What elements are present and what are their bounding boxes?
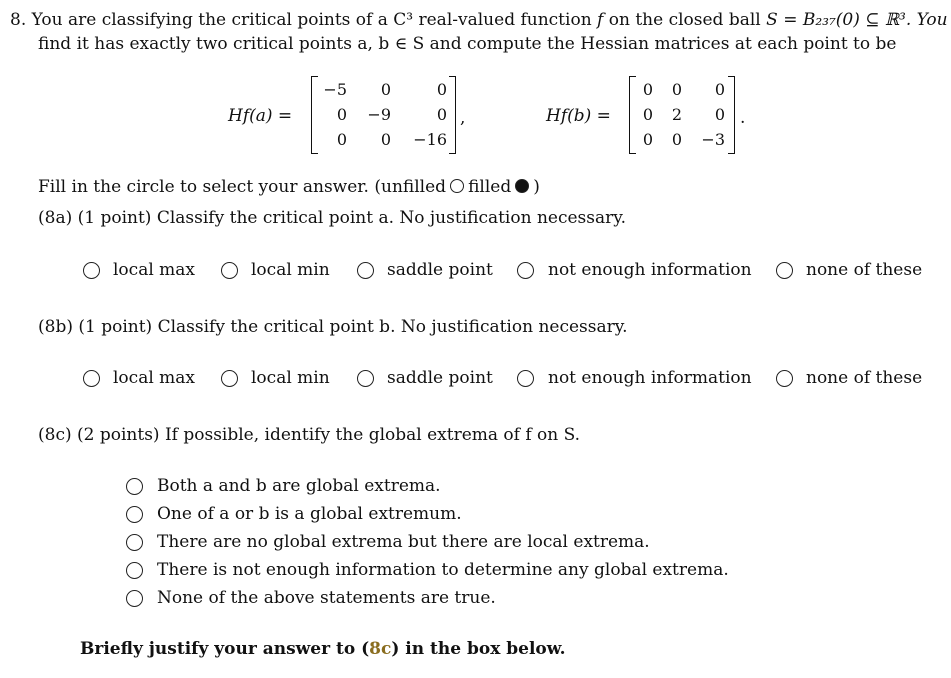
q8a-radio-local-max[interactable] (83, 262, 100, 279)
matrix-cell: 0 (671, 130, 682, 149)
matrix-cell: 2 (671, 105, 682, 124)
matrix-cell: 0 (642, 105, 653, 124)
q8b-label-local-max: local max (113, 368, 196, 388)
hessian-b-matrix (629, 76, 735, 154)
q8b-radio-saddle-point[interactable] (357, 370, 374, 387)
q8c-radio-option-5[interactable] (126, 590, 143, 607)
hessian-a-matrix (311, 76, 456, 154)
matrix-cell: −5 (323, 80, 347, 99)
hessian-b-label: Hf(b) = (546, 106, 611, 126)
q8c-radio-option-3[interactable] (126, 534, 143, 551)
problem-statement-line2: find it has exactly two critical points a, b ∈ S and compute the Hessian matrices at each point to be (38, 34, 897, 54)
q8b-label-not-enough-info: not enough information (548, 368, 752, 388)
justify-instruction (80, 639, 566, 659)
q8b-radio-none-of-these[interactable] (776, 370, 793, 387)
unfilled-circle-icon (450, 179, 464, 193)
q8a-radio-local-min[interactable] (221, 262, 238, 279)
set-expression: S = B₂₃₇(0) ⊆ ℝ³. You (766, 10, 948, 30)
q8a-label-local-min: local min (251, 260, 330, 280)
matrix-cell: 0 (436, 105, 447, 124)
matrix-cell: 0 (642, 130, 653, 149)
q8c-prompt: (8c) (2 points) If possible, identify the global extrema of f on S. (38, 425, 581, 445)
q8a-radio-none-of-these[interactable] (776, 262, 793, 279)
q8b-label-saddle-point: saddle point (387, 368, 493, 388)
matrix-cell: 0 (714, 105, 725, 124)
q8c-radio-option-1[interactable] (126, 478, 143, 495)
matrix-cell: 0 (642, 80, 653, 99)
q8a-label-not-enough-info: not enough information (548, 260, 752, 280)
q8c-label-option-3: There are no global extrema but there are local extrema. (157, 532, 650, 552)
matrix-cell: −9 (367, 105, 391, 124)
matrix-cell: 0 (380, 130, 391, 149)
q8a-radio-not-enough-info[interactable] (517, 262, 534, 279)
problem-intro: You are classifying the critical points of a C³ real-valued function (31, 10, 592, 30)
hessian-a-label: Hf(a) = (228, 106, 293, 126)
instructions-close: ) (533, 177, 540, 197)
q8c-label-option-1: Both a and b are global extrema. (157, 476, 441, 496)
q8a-label-local-max: local max (113, 260, 196, 280)
hessian-a-trail: , (460, 108, 466, 128)
instructions-filled-word: filled (468, 177, 512, 197)
q8b-label-none-of-these: none of these (806, 368, 923, 388)
instructions-text: Fill in the circle to select your answer. (unfilled (38, 177, 447, 197)
q8a-prompt: (8a) (1 point) Classify the critical point a. No justification necessary. (38, 208, 627, 228)
q8c-label-option-5: None of the above statements are true. (157, 588, 496, 608)
q8a-label-saddle-point: saddle point (387, 260, 493, 280)
matrix-cell: −3 (701, 130, 725, 149)
problem-intro-2: on the closed ball (608, 10, 761, 30)
matrix-cell: 0 (336, 130, 347, 149)
q8a-radio-saddle-point[interactable] (357, 262, 374, 279)
q8c-radio-option-2[interactable] (126, 506, 143, 523)
q8b-radio-local-max[interactable] (83, 370, 100, 387)
filled-circle-icon (515, 179, 529, 193)
justify-reference-link[interactable]: 8c (369, 639, 392, 659)
problem-number: 8. (10, 10, 27, 30)
q8b-radio-local-min[interactable] (221, 370, 238, 387)
q8c-label-option-2: One of a or b is a global extremum. (157, 504, 462, 524)
matrix-cell: 0 (380, 80, 391, 99)
q8b-label-local-min: local min (251, 368, 330, 388)
matrix-cell: 0 (714, 80, 725, 99)
justify-before: Briefly justify your answer to ( (80, 639, 370, 659)
q8c-label-option-4: There is not enough information to determine any global extrema. (157, 560, 729, 580)
justify-after: ) in the box below. (391, 639, 566, 659)
problem-statement-line1 (10, 10, 948, 30)
matrix-cell: 0 (336, 105, 347, 124)
hessian-b-trail: . (740, 108, 746, 128)
q8c-radio-option-4[interactable] (126, 562, 143, 579)
q8b-radio-not-enough-info[interactable] (517, 370, 534, 387)
matrix-cell: 0 (436, 80, 447, 99)
q8b-prompt: (8b) (1 point) Classify the critical point b. No justification necessary. (38, 317, 628, 337)
instructions (38, 177, 540, 197)
q8a-label-none-of-these: none of these (806, 260, 923, 280)
function-symbol: f (597, 10, 604, 30)
matrix-cell: −16 (413, 130, 447, 149)
matrix-cell: 0 (671, 80, 682, 99)
